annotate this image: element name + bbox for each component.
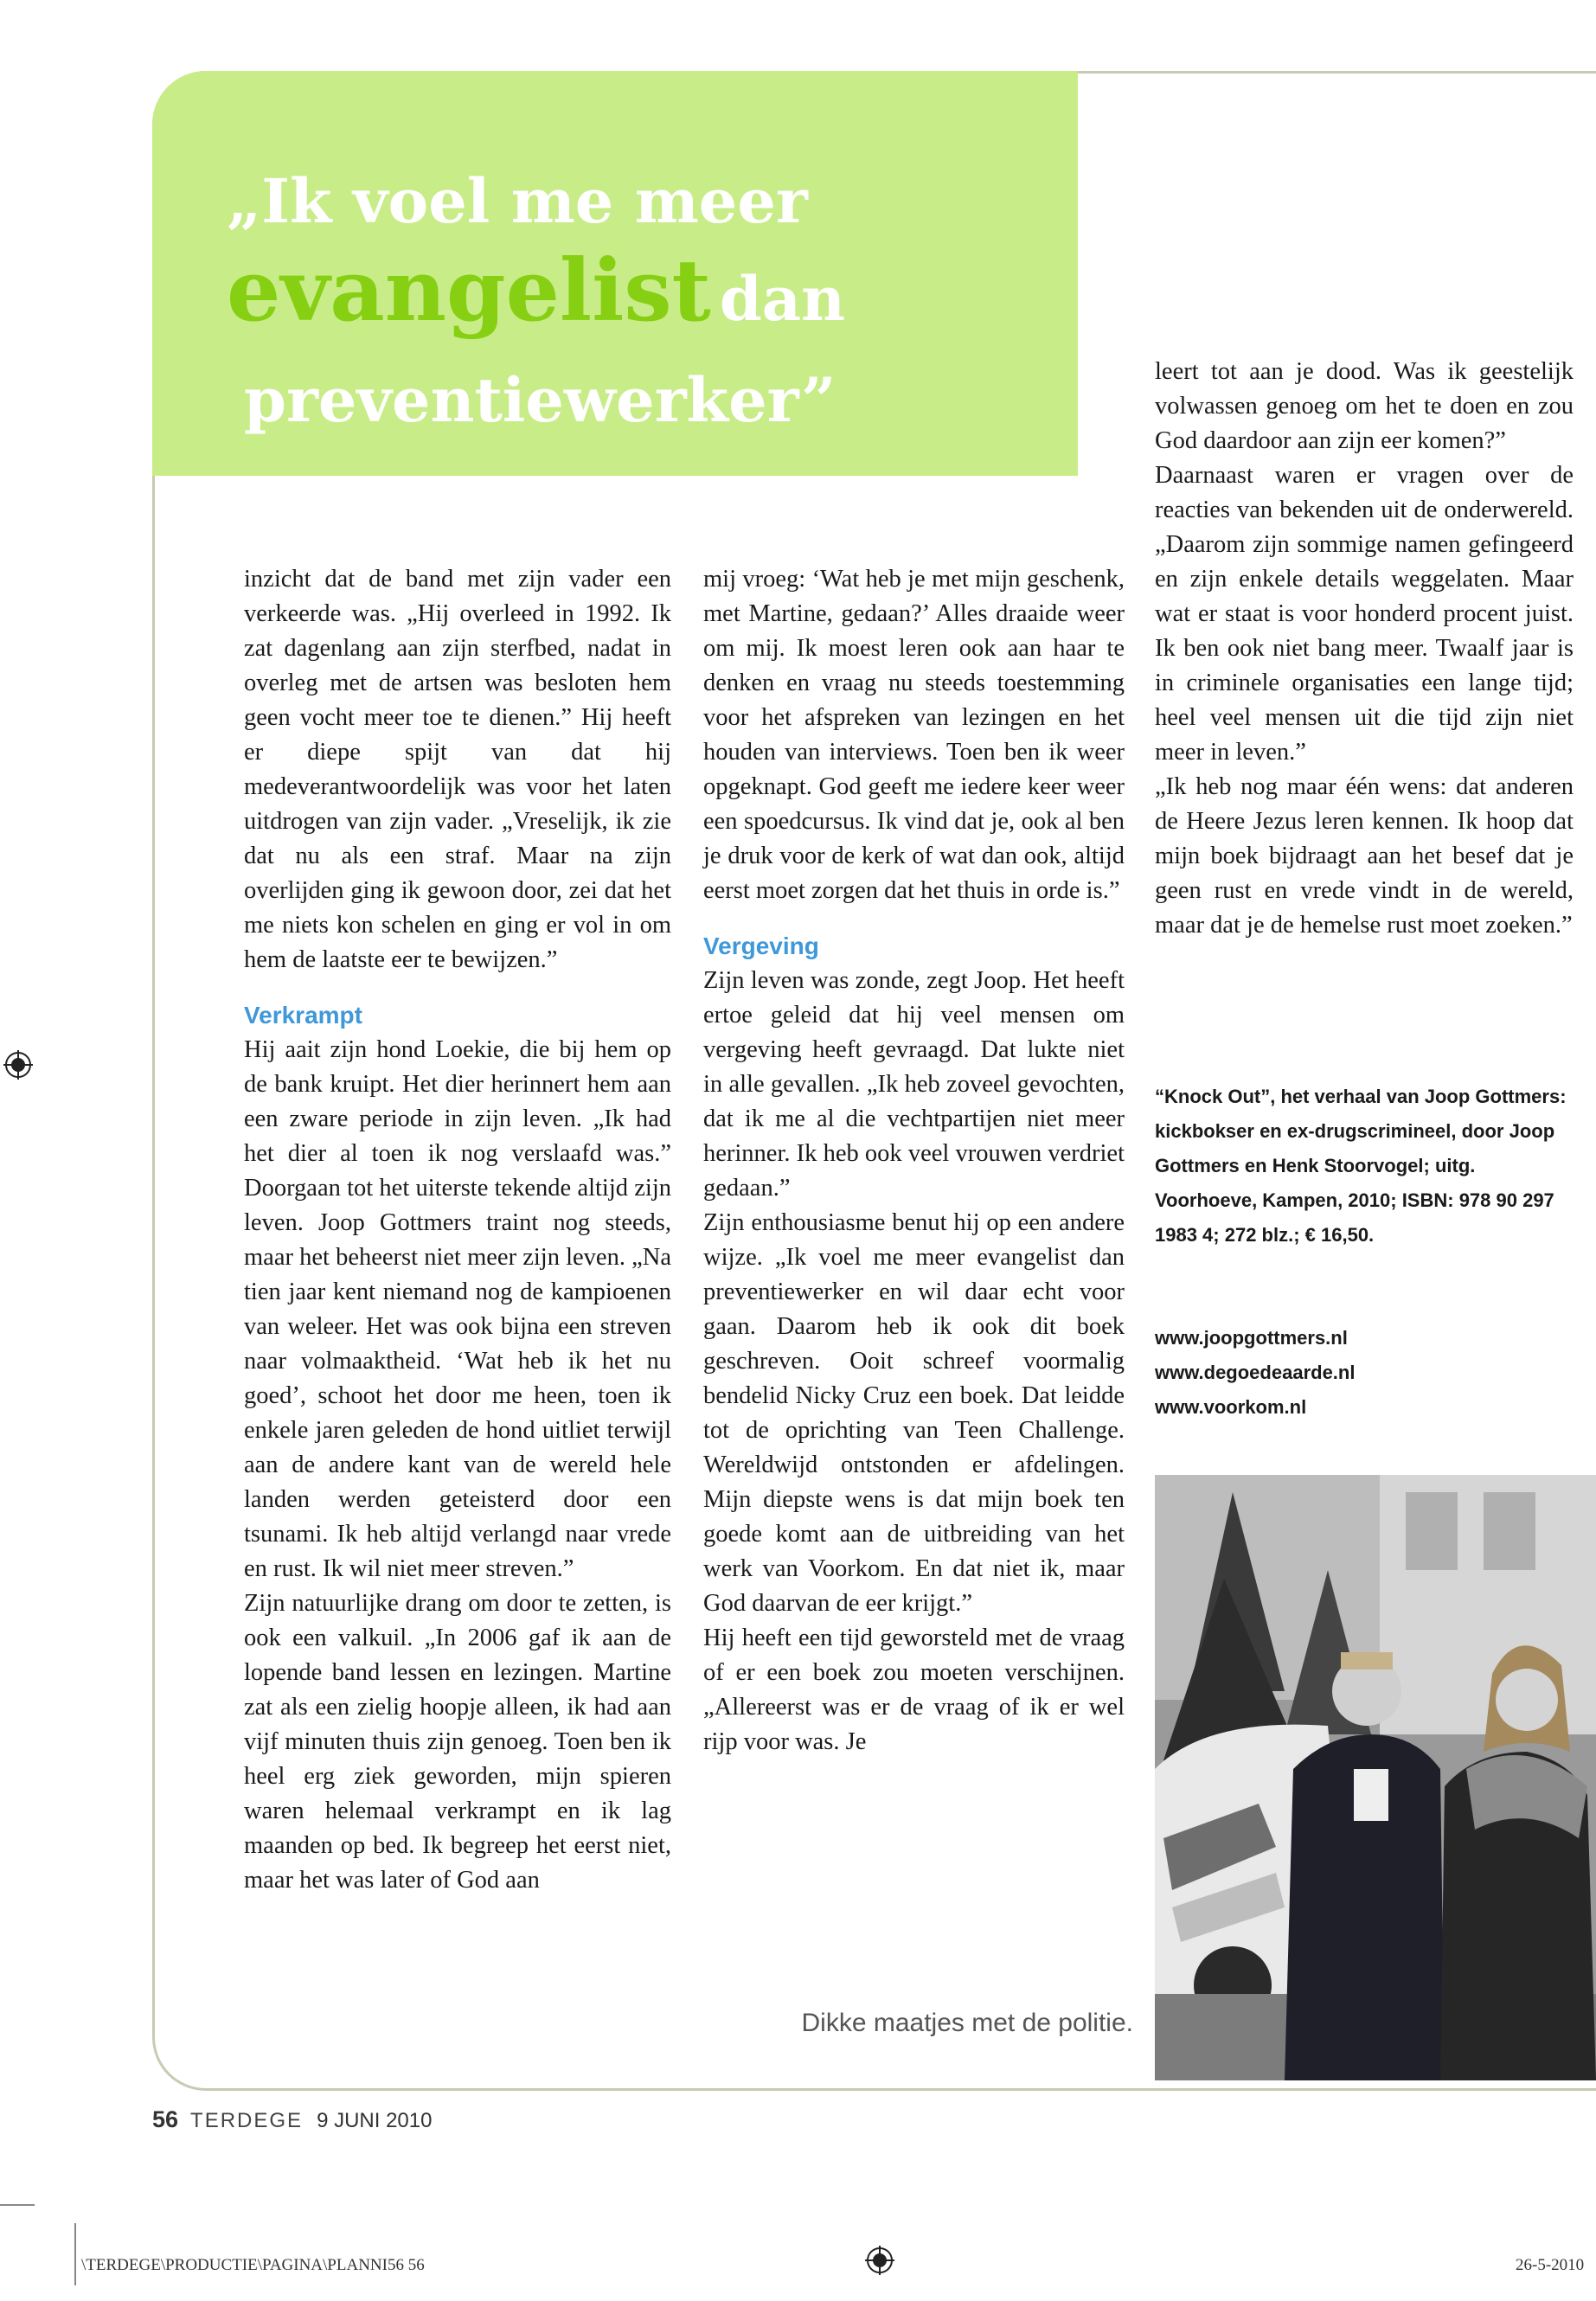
subheading-verkrampt: Verkrampt [244,1002,362,1029]
paragraph: Hij heeft een tijd geworsteld met de vraag of er een boek zou moeten verschijnen. „Allereerst was er de vraag of ik er wel rijp voor was. Je [703,1625,1125,1755]
paragraph: „Ik heb nog maar één wens: dat anderen de Heere Jezus leren kennen. Ik hoop dat mijn boek bijdraagt aan het besef dat je geen rust en vrede vindt in de wereld, maar dat je de hemelse rust moet zoeken.” [1155,773,1574,939]
article-column-2 [703,562,1125,1759]
paragraph: Zijn natuurlijke drang om door te zetten, is ook een valkuil. „In 2006 gaf ik aan de lopende band lessen en lezingen. Martine zat als een zielig hoopje alleen, ik had aan vijf minuten thuis zijn genoeg. Toen ben ik heel erg ziek geworden, mijn spieren waren helemaal verkrampt en ik lag maanden op bed. Ik begreep het eerst niet, maar het was later of God aan [244,1590,671,1894]
article-column-3 [1155,355,1574,943]
paragraph: Hij aait zijn hond Loekie, die bij hem op de bank kruipt. Het dier herinnert hem aan een zware periode in zijn leven. „Ik had het dier al toen ik nog verslaafd was.” Doorgaan tot het uiterste tekende altijd zijn leven. Joop Gottmers traint nog steeds, maar het beheerst niet meer zijn leven. „Na tien jaar kent niemand nog de kampioenen van weleer. Het was ook bijna een streven naar volmaaktheid. ‘Wat heb ik het nu goed’, schoot het door me heen, toen ik enkele jaren geleden de hond uitliet terwijl aan de andere kant van de wereld hele landen werden geteisterd door een tsunami. Ik heb altijd verlangd naar vrede en rust. Ik wil niet meer streven.” [244,1036,671,1582]
issue-date: 9 JUNI 2010 [317,2109,433,2132]
headline-accent-word: evangelist [227,241,711,341]
paragraph: mij vroeg: ‘Wat heb je met mijn geschenk, met Martine, gedaan?’ Alles draaide weer om mij. Ik moest leren ook aan haar te denken en vraag nu steeds toestemming voor het afspreken van lezingen en het houden van interviews. Toen ben ik weer opgeknapt. God geeft me iedere keer weer een spoedcursus. Ik vind dat je, ook al ben je druk voor de kerk of wat dan ook, altijd eerst moet zorgen dat het thuis in orde is.” [703,566,1125,904]
crop-mark [74,2223,76,2285]
link-degoedeaarde[interactable]: www.degoedeaarde.nl [1155,1362,1356,1383]
registration-mark-icon [865,2246,894,2275]
page-number: 56 [152,2106,179,2132]
headline-line-1: „Ik voel me meer [227,165,808,237]
paragraph: Zijn leven was zonde, zegt Joop. Het heeft ertoe geleid dat hij veel mensen om vergeving heeft gevraagd. Dat lukte niet in alle gevallen. „Ik heb zoveel gevochten, dat ik me al die vechtpartijen niet meer herinner. Ik heb ook veel vrouwen verdriet gedaan.” [703,967,1125,1202]
web-links [1155,1321,1574,1425]
print-slug-date: 26-5-2010 [1516,2256,1585,2274]
page-footer [152,2106,432,2133]
book-info: “Knock Out”, het verhaal van Joop Gottmers: kickbokser en ex-drugscrimineel, door Joop Gottmers en Henk Stoorvogel; uitg. Voorhoeve, Kampen, 2010; ISBN: 978 90 297 1983 4; 272 blz.; € 16,50. [1155,1086,1567,1246]
photo-men-with-police-car [1155,1475,1596,2080]
paragraph: Zijn enthousiasme benut hij op een andere wijze. „Ik voel me meer evangelist dan preventiewerker en wil daar echt voor gaan. Daarom heb ik ook dit boek geschreven. Ooit schreef voormalig bendelid Nicky Cruz een boek. Dat leidde tot de oprichting van Teen Challenge. Wereldwijd ontstonden er afdelingen. Mijn diepste wens is dat mijn boek ten goede komt aan de uitbreiding van het werk van Voorkom. En dat niet ik, maar God daarvan de eer krijgt.” [703,1209,1125,1617]
photo-caption: Dikke maatjes met de politie. [801,2009,1133,2037]
paragraph: inzicht dat de band met zijn vader een verkeerde was. „Hij overleed in 1992. Ik zat dagenlang aan zijn sterfbed, nadat in overleg met de artsen was besloten hem geen vocht meer toe te dienen.” Hij heeft er diepe spijt van dat hij medeverantwoordelijk was voor het laten uitdrogen van zijn vader. „Vreselijk, ik zie dat nu als een straf. Maar na zijn overlijden ging ik gewoon door, zei dat het me niets kon schelen en ging er vol in om hem de laatste eer te bewijzen.” [244,566,671,973]
headline-line-2-rest: dan [719,263,846,335]
headline-line-2 [227,243,1057,359]
registration-mark-icon [3,1050,33,1080]
headline [227,160,1057,442]
link-joopgottmers[interactable]: www.joopgottmers.nl [1155,1327,1348,1349]
link-voorkom[interactable]: www.voorkom.nl [1155,1396,1307,1418]
magazine-name: TERDEGE [190,2109,304,2132]
paragraph: leert tot aan je dood. Was ik geestelijk volwassen genoeg om het te doen en zou God daardoor aan zijn eer komen?” [1155,358,1574,454]
crop-mark [0,2204,35,2206]
subheading-vergeving: Vergeving [703,933,819,959]
print-slug-path: \TERDEGE\PRODUCTIE\PAGINA\PLANNI56 56 [81,2256,425,2274]
paragraph: Daarnaast waren er vragen over de reacties van bekenden uit de onderwereld. „Daarom zijn sommige namen gefingeerd en zijn enkele details weggelaten. Maar wat er staat is voor honderd procent juist. Ik ben ook niet bang meer. Twaalf jaar is in criminele organisaties een lange tijd; heel veel mensen uit die tijd zijn niet meer in leven.” [1155,462,1574,766]
article-column-1 [244,562,671,1898]
headline-line-3: preventiewerker” [244,364,836,436]
